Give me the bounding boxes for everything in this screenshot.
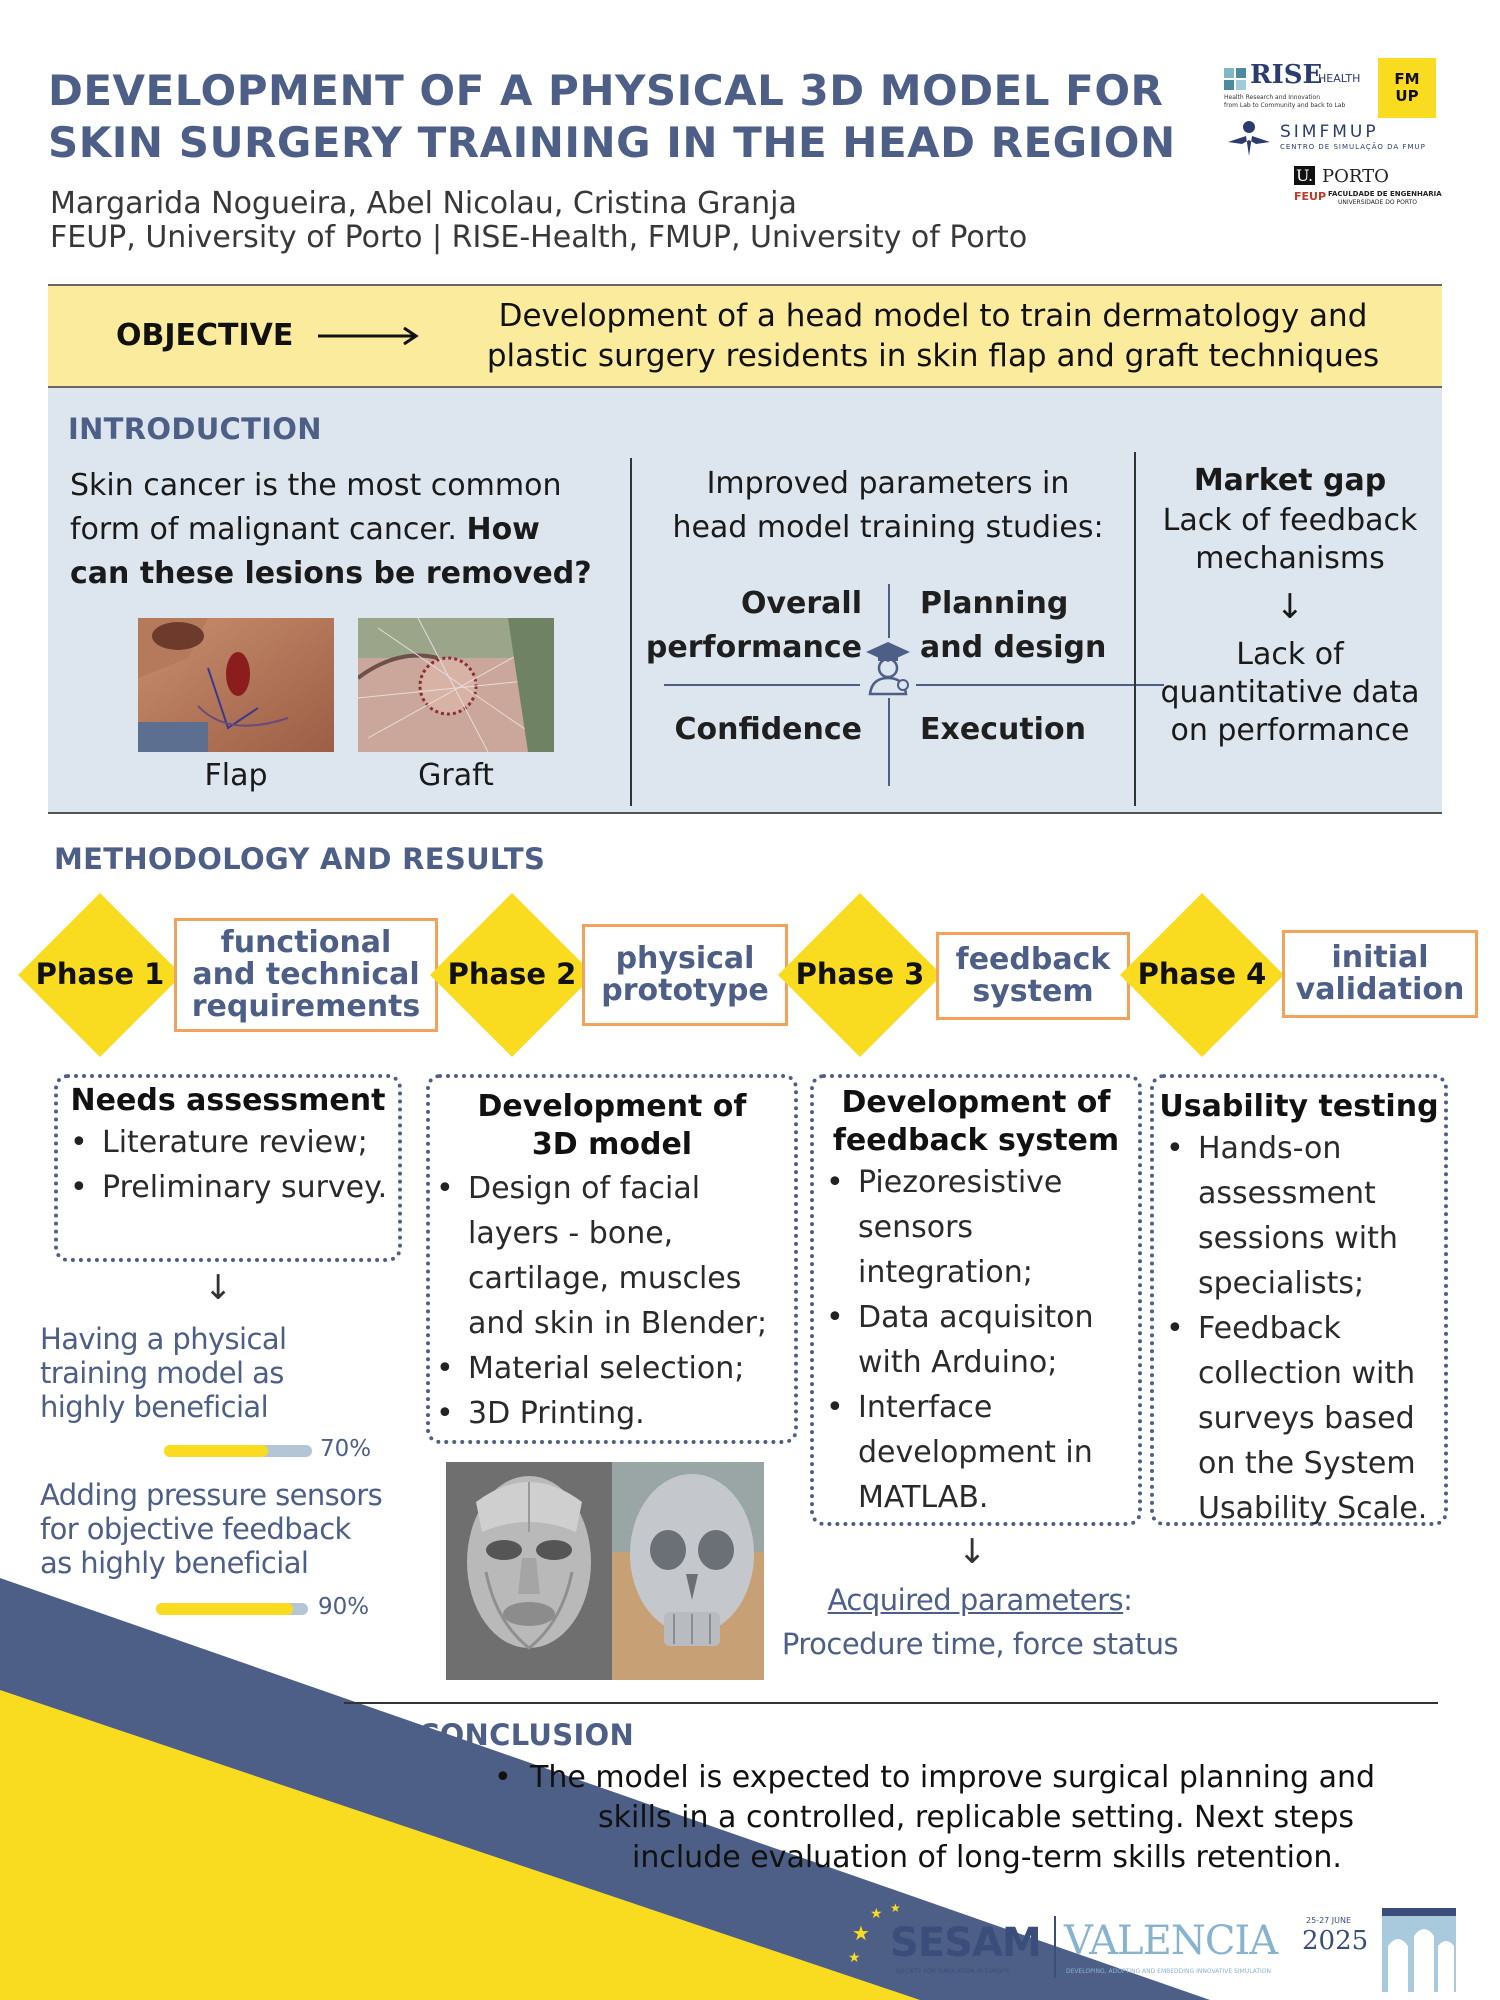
introduction-panel <box>48 388 1442 814</box>
market-gap-column <box>1140 462 1440 750</box>
valencia-dates: 25-27 JUNE <box>1306 1916 1352 1925</box>
list-item: • Piezoresistive sensors integration; <box>820 1160 1136 1295</box>
phase-1-box-line-3: requirements <box>191 989 421 1024</box>
quadrant-overall-performance <box>634 582 862 670</box>
uporto-feup-logo <box>1294 166 1444 212</box>
conclusion-divider <box>344 1702 1438 1704</box>
rise-logo-suffix: HEALTH <box>1318 72 1361 85</box>
development-feedback-title-line-1: Development of <box>841 1085 1111 1120</box>
valencia-logo-text: VALENCIA <box>1064 1918 1278 1964</box>
phase-1-box-line-1: functional <box>220 925 392 960</box>
phase-4-box-line-1: initial <box>1331 940 1429 975</box>
market-gap-line-4: quantitative data <box>1160 675 1420 710</box>
phase-3-box-line-1: feedback <box>955 942 1111 977</box>
development-feedback-system-title <box>814 1084 1138 1160</box>
graft-caption: Graft <box>418 758 494 793</box>
conclusion-text <box>494 1758 1375 1878</box>
phase-2-label: Phase 2 <box>447 957 577 991</box>
graft-photo <box>358 618 554 752</box>
development-3d-model-title-line-2: 3D model <box>531 1127 693 1162</box>
list-item: • Hands-on assessment sessions with specialists; <box>1160 1126 1442 1306</box>
feup-logo-subtitle-1: FACULDADE DE ENGENHARIA <box>1328 190 1442 198</box>
fmup-logo-text: FM UP <box>1394 70 1420 105</box>
list-item: • Material selection; <box>430 1346 790 1391</box>
result-2-line-3: as highly beneficial <box>40 1546 309 1580</box>
svg-text:★: ★ <box>848 1950 861 1966</box>
sesam-logo-subtitle: SOCIETY FOR SIMULATION IN EUROPE <box>896 1968 1010 1975</box>
needs-assessment-list <box>58 1120 398 1210</box>
rise-logo-text: RISE <box>1250 60 1323 90</box>
methodology-heading: METHODOLOGY AND RESULTS <box>54 842 546 876</box>
author-names: Margarida Nogueira, Abel Nicolau, Cristina Granja <box>50 186 797 221</box>
graduate-user-icon <box>860 638 916 698</box>
conclusion-line-1: The model is expected to improve surgical planning and <box>530 1760 1376 1795</box>
city-arches-icon <box>1378 1896 1462 1992</box>
result-2-bar-fill <box>156 1603 293 1615</box>
list-item: • Feedback collection with surveys based on the System Usability Scale. <box>1160 1306 1442 1531</box>
acquired-parameters-label: Acquired parameters <box>827 1583 1124 1617</box>
quadrant-overall-label: Overall <box>740 586 862 621</box>
conclusion-heading: CONCLUSION <box>418 1718 635 1752</box>
quadrant-design-label: and design <box>920 630 1107 665</box>
intro-parameters-text <box>638 462 1138 550</box>
svg-text:★: ★ <box>870 1906 883 1922</box>
result-1-line-1: Having a physical <box>40 1322 287 1356</box>
intro-parameters-line-2: head model training studies: <box>672 510 1104 545</box>
result-2-percent: 90% <box>318 1594 370 1620</box>
introduction-heading: INTRODUCTION <box>68 412 322 446</box>
rise-health-logo <box>1222 60 1362 114</box>
market-gap-line-5: on performance <box>1170 713 1410 748</box>
result-2-line-1: Adding pressure sensors <box>40 1478 383 1512</box>
feup-logo-subtitle-2: UNIVERSIDADE DO PORTO <box>1338 199 1417 206</box>
market-gap-line-3: Lack of <box>1236 637 1344 672</box>
flap-photo <box>138 618 334 752</box>
usability-testing-title: Usability testing <box>1159 1089 1439 1124</box>
sesam-logo-divider <box>1054 1916 1056 1978</box>
simfmup-logo <box>1226 120 1436 160</box>
development-3d-model-box <box>426 1074 798 1444</box>
development-3d-model-list <box>430 1166 794 1436</box>
poster-title-line-1: DEVELOPMENT OF A PHYSICAL 3D MODEL FOR <box>48 66 1164 115</box>
intro-cancer-line-1: Skin cancer is the most common <box>70 468 562 503</box>
rise-logo-subtitle-1: Health Research and Innovation <box>1224 94 1320 101</box>
arrow-down-icon: ↓ <box>958 1532 987 1572</box>
phase-4-box-line-2: validation <box>1295 972 1465 1007</box>
result-1-text <box>40 1322 286 1424</box>
list-item: • Interface development in MATLAB. <box>820 1385 1136 1520</box>
quadrant-confidence: Confidence <box>674 712 862 747</box>
market-gap-line-1: Lack of feedback <box>1162 503 1418 538</box>
sesam-valencia-logo <box>846 1896 1462 1992</box>
svg-text:★: ★ <box>890 1901 901 1915</box>
result-1-line-3: highly beneficial <box>40 1390 269 1424</box>
uporto-logo-text: PORTO <box>1322 166 1389 187</box>
list-item: • 3D Printing. <box>430 1391 790 1436</box>
acquired-parameters-colon: : <box>1123 1583 1133 1617</box>
list-item: • Data acquisiton with Arduino; <box>820 1295 1136 1385</box>
objective-label: OBJECTIVE <box>116 318 294 353</box>
conclusion-line-3: include evaluation of long-term skills retention. <box>632 1840 1342 1875</box>
rise-logo-subtitle-2: from Lab to Community and back to Lab <box>1224 102 1346 109</box>
phase-4-label: Phase 4 <box>1137 957 1267 991</box>
intro-parameters-line-1: Improved parameters in <box>706 466 1070 501</box>
quadrant-execution: Execution <box>920 712 1086 747</box>
objective-banner <box>48 284 1442 388</box>
quadrant-performance-label: performance <box>645 630 862 665</box>
sesam-logo-text: SESAM <box>890 1920 1041 1966</box>
intro-question-line: can these lesions be removed? <box>70 556 592 591</box>
uporto-u-mark: U. <box>1296 166 1314 185</box>
acquired-parameters-block <box>760 1578 1200 1666</box>
muscle-model-render <box>446 1462 612 1680</box>
result-1-line-2: training model as <box>40 1356 284 1390</box>
objective-text-line-2: plastic surgery residents in skin flap and graft techniques <box>486 338 1380 374</box>
feup-logo-text: FEUP <box>1294 190 1327 203</box>
market-gap-line-2: mechanisms <box>1195 541 1385 576</box>
author-affiliations: FEUP, University of Porto | RISE-Health, FMUP, University of Porto <box>50 220 1028 255</box>
svg-text:★: ★ <box>852 1921 870 1945</box>
phase-1-box <box>174 918 438 1032</box>
intro-question-start: How <box>466 512 540 547</box>
skull-print-photo <box>612 1462 764 1680</box>
result-2-bar-track <box>156 1603 308 1615</box>
result-2-line-2: for objective feedback <box>40 1512 351 1546</box>
development-feedback-title-line-2: feedback system <box>832 1123 1120 1158</box>
development-feedback-system-box <box>810 1074 1142 1526</box>
list-item: • Preliminary survey. <box>64 1165 398 1210</box>
phase-1-label: Phase 1 <box>35 957 165 991</box>
market-gap-title: Market gap <box>1193 463 1387 498</box>
phase-1-box-line-2: and technical <box>192 957 420 992</box>
rise-mark-icon <box>1222 66 1252 92</box>
flap-caption: Flap <box>204 758 268 793</box>
acquired-parameters-value: Procedure time, force status <box>781 1627 1179 1661</box>
poster-title-line-2: SKIN SURGERY TRAINING IN THE HEAD REGION <box>48 118 1176 167</box>
usability-testing-box <box>1150 1074 1448 1526</box>
intro-divider-1 <box>630 458 632 806</box>
usability-testing-list <box>1154 1126 1444 1531</box>
simfmup-logo-subtitle: CENTRO DE SIMULAÇÃO DA FMUP <box>1280 143 1426 151</box>
valencia-logo-subtitle: DEVELOPING, ADOPTING AND EMBEDDING INNOVATIVE SIMULATION <box>1066 1968 1271 1975</box>
needs-assessment-box <box>54 1074 402 1262</box>
development-3d-model-title-line-1: Development of <box>477 1089 747 1124</box>
needs-assessment-title: Needs assessment <box>70 1083 386 1118</box>
intro-cancer-text <box>70 464 630 596</box>
fmup-logo <box>1378 58 1436 118</box>
result-1-bar-fill <box>164 1445 268 1457</box>
valencia-year: 2025 <box>1302 1926 1369 1956</box>
phase-4-box <box>1282 930 1478 1018</box>
list-item: • Design of facial layers - bone, cartilage, muscles and skin in Blender; <box>430 1166 790 1346</box>
phase-3-box-line-2: system <box>972 974 1094 1009</box>
intro-cancer-line-2: form of malignant cancer. <box>70 512 467 547</box>
arrow-down-icon: ↓ <box>204 1268 233 1308</box>
objective-text-line-1: Development of a head model to train dermatology and <box>498 298 1368 334</box>
phase-2-box-line-1: physical <box>615 941 755 976</box>
quadrant-planning-label: Planning <box>920 586 1069 621</box>
simfmup-logo-text: SIMFMUP <box>1280 122 1379 142</box>
intro-divider-2 <box>1134 452 1136 806</box>
arrow-right-icon <box>316 324 426 348</box>
quadrant-planning-design <box>920 582 1160 670</box>
phase-2-box <box>582 924 788 1026</box>
conclusion-bullet-icon: • <box>494 1760 512 1795</box>
conclusion-line-2: skills in a controlled, replicable setting. Next steps <box>598 1800 1354 1835</box>
result-2-text <box>40 1478 382 1580</box>
development-3d-model-title <box>430 1088 794 1164</box>
phase-3-box <box>936 932 1130 1020</box>
result-1-percent: 70% <box>320 1436 372 1462</box>
simfmup-figure-icon <box>1226 120 1272 156</box>
arrow-down-icon: ↓ <box>1275 587 1305 627</box>
list-item: • Literature review; <box>64 1120 398 1165</box>
phase-3-label: Phase 3 <box>795 957 925 991</box>
development-feedback-system-list <box>814 1160 1138 1520</box>
result-1-bar-track <box>164 1445 312 1457</box>
phase-2-box-line-2: prototype <box>601 973 769 1008</box>
